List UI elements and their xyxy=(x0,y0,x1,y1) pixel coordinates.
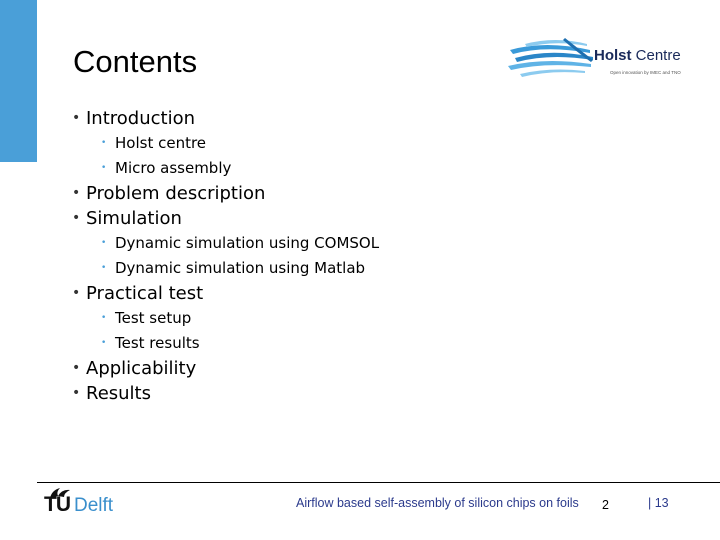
slide-title: Contents xyxy=(73,44,198,79)
contents-outline xyxy=(72,106,672,406)
outline-subitem xyxy=(72,331,672,356)
holst-centre-logo xyxy=(505,30,685,85)
bullet-icon: • xyxy=(101,338,107,348)
page-number: 2 xyxy=(602,498,609,512)
footer-divider xyxy=(37,482,720,483)
bullet-icon: • xyxy=(101,263,107,273)
bullet-icon: • xyxy=(72,385,81,401)
outline-item-text: Micro assembly xyxy=(115,159,232,177)
outline-item xyxy=(72,281,672,306)
bullet-icon: • xyxy=(72,110,81,126)
bullet-icon: • xyxy=(72,360,81,376)
outline-item xyxy=(72,356,672,381)
bullet-icon: • xyxy=(72,285,81,301)
page-total: | 13 xyxy=(648,496,669,510)
holst-swoosh-icon xyxy=(505,30,605,85)
outline-item-text: Dynamic simulation using Matlab xyxy=(115,259,366,277)
outline-item-text: Dynamic simulation using COMSOL xyxy=(115,234,380,252)
outline-item xyxy=(72,206,672,231)
bullet-icon: • xyxy=(101,313,107,323)
outline-item-text: Test setup xyxy=(115,309,192,327)
outline-subitem xyxy=(72,131,672,156)
outline-item-text: Introduction xyxy=(86,108,196,129)
outline-item xyxy=(72,381,672,406)
bullet-icon: • xyxy=(101,163,107,173)
outline-item-text: Applicability xyxy=(86,358,197,379)
tudelft-logo xyxy=(44,488,124,520)
outline-item-text: Practical test xyxy=(86,283,204,304)
outline-subitem xyxy=(72,156,672,181)
outline-item xyxy=(72,106,672,131)
outline-item-text: Simulation xyxy=(86,208,182,229)
holst-wordmark: Holst Centre xyxy=(594,47,681,64)
outline-subitem xyxy=(72,256,672,281)
bullet-icon: • xyxy=(101,138,107,148)
bullet-icon: • xyxy=(72,210,81,226)
outline-item xyxy=(72,181,672,206)
tudelft-delft: Delft xyxy=(74,495,114,516)
outline-subitem xyxy=(72,231,672,256)
accent-bar xyxy=(0,0,37,162)
outline-item-text: Holst centre xyxy=(115,134,207,152)
outline-item-text: Results xyxy=(86,383,151,404)
bullet-icon: • xyxy=(101,238,107,248)
outline-item-text: Problem description xyxy=(86,183,266,204)
holst-tagline: Open innovation by IMEC and TNO xyxy=(610,70,681,75)
tudelft-tu: TU xyxy=(44,493,70,516)
presentation-title: Airflow based self-assembly of silicon chips on foils xyxy=(296,496,579,510)
bullet-icon: • xyxy=(72,185,81,201)
outline-subitem xyxy=(72,306,672,331)
outline-item-text: Test results xyxy=(115,334,200,352)
